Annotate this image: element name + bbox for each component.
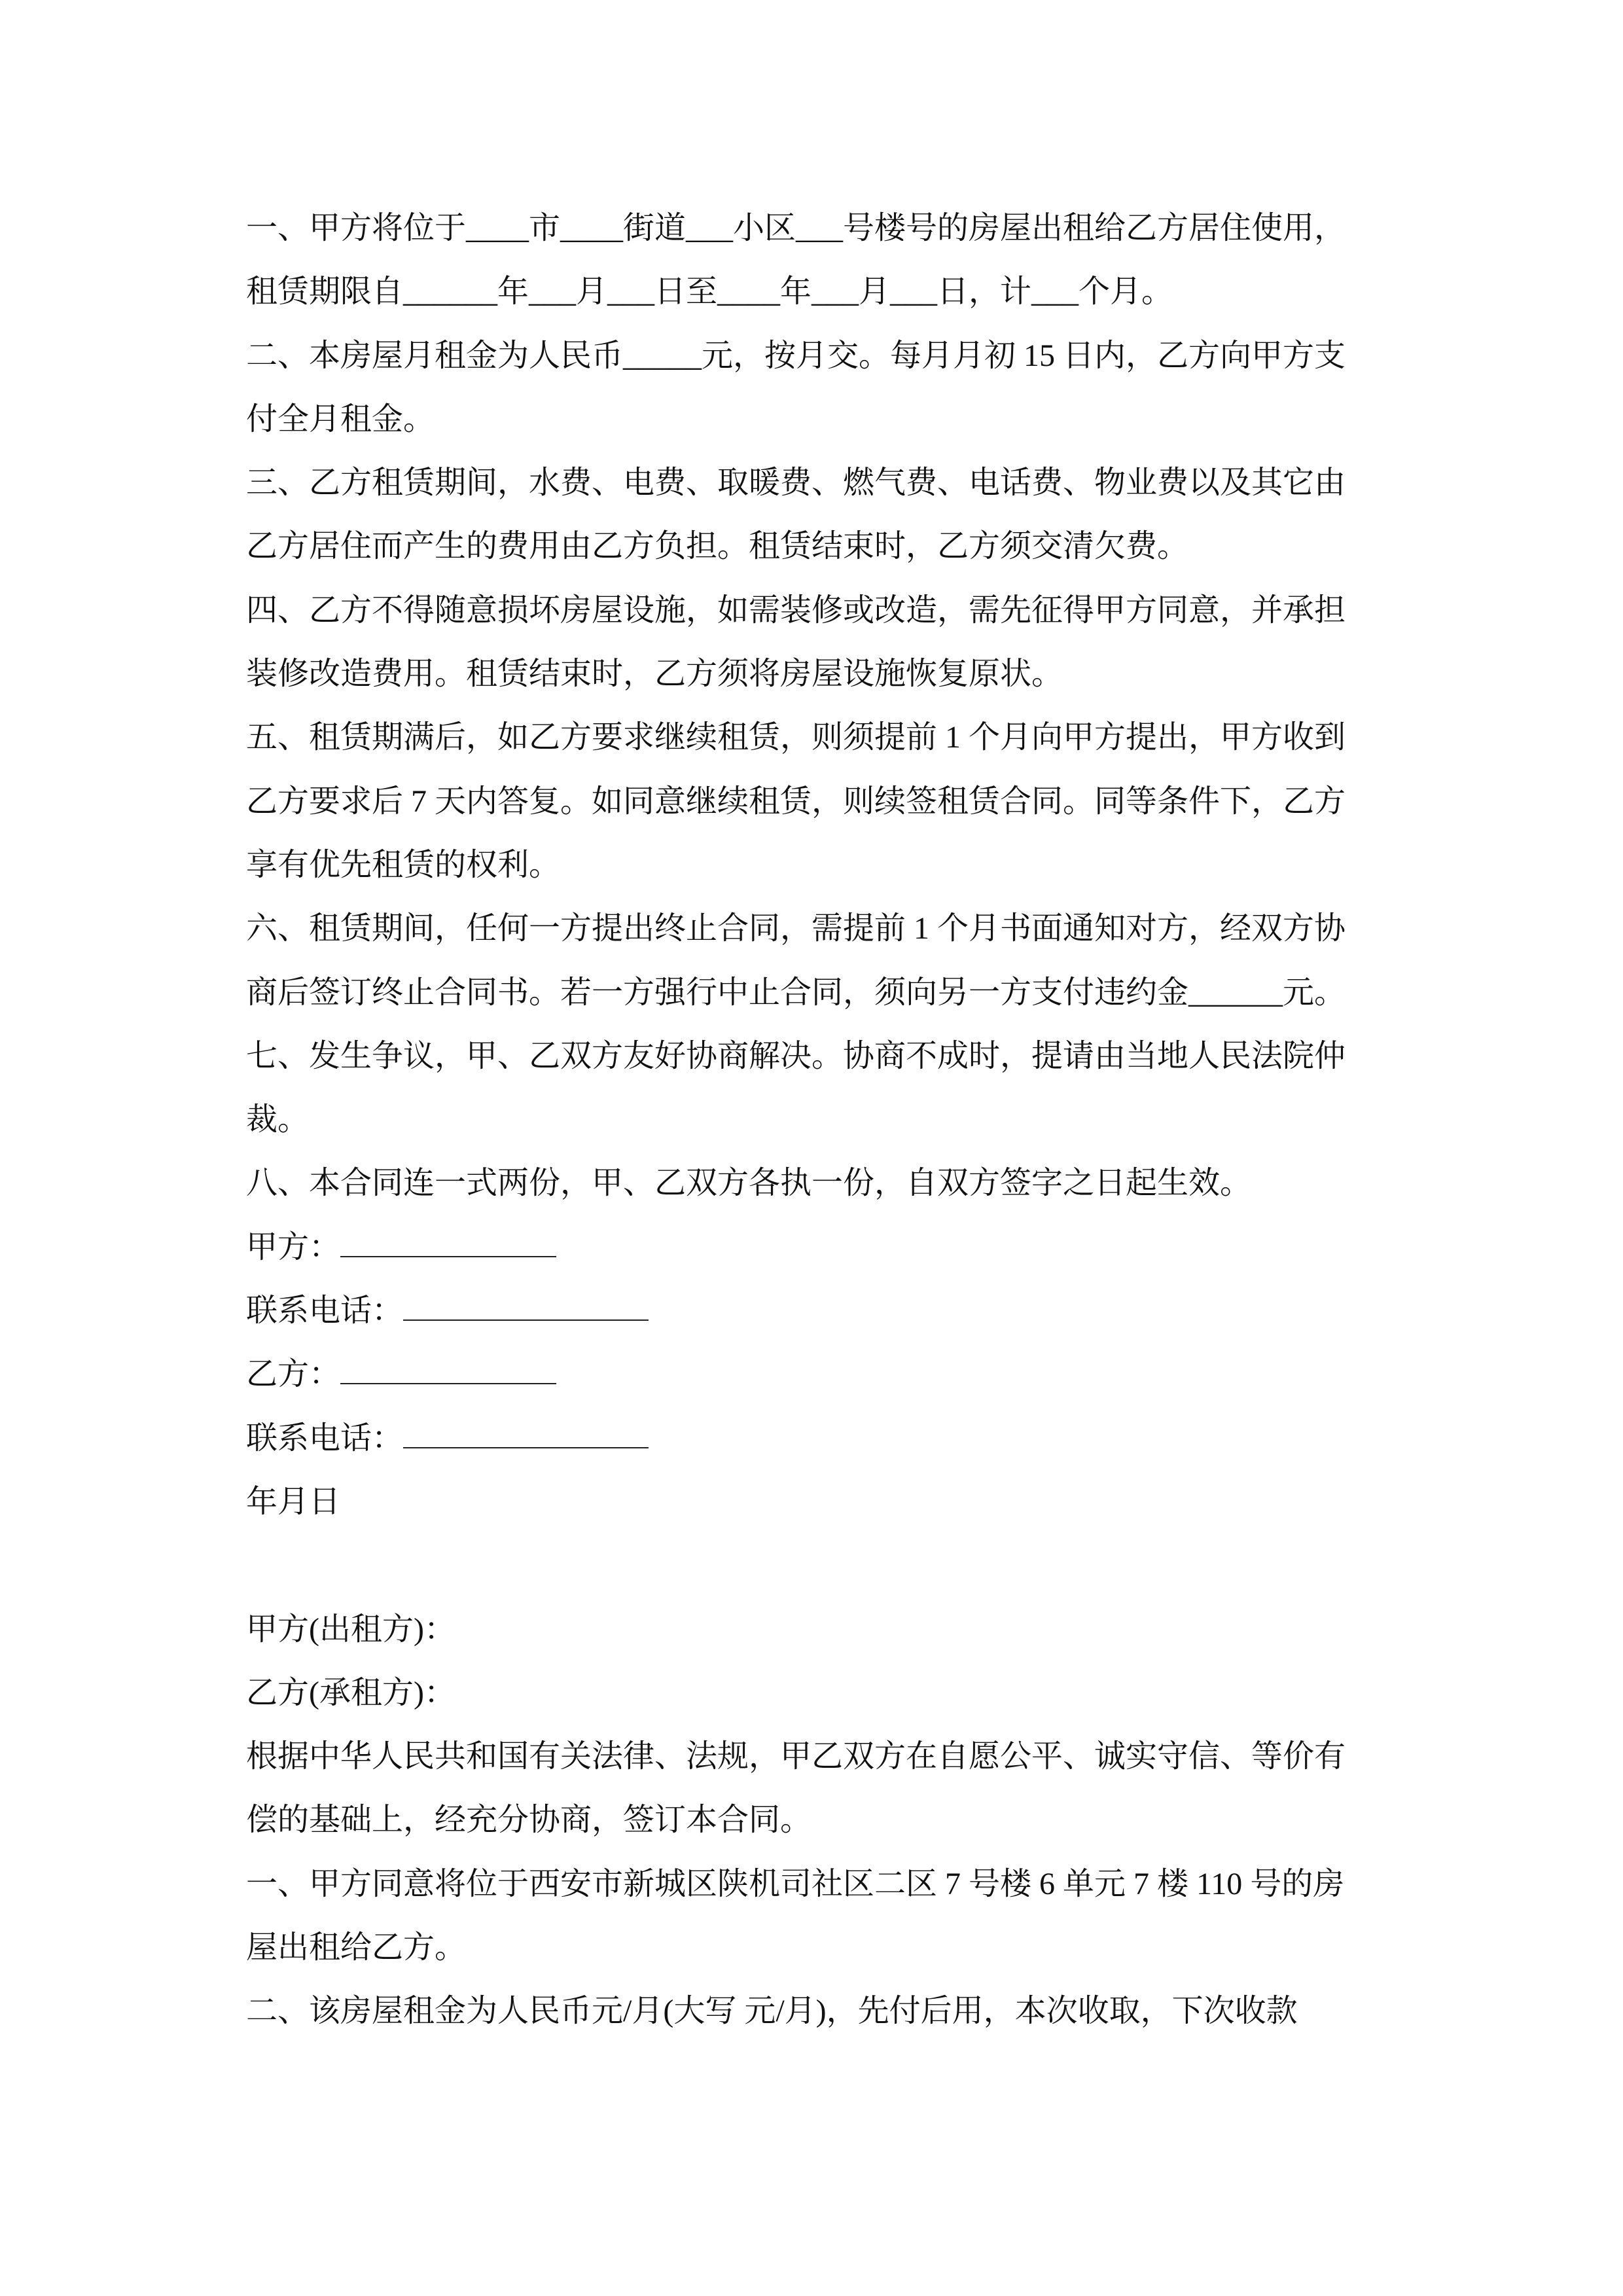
clause-7-line-1: 七、发生争议，甲、乙双方友好协商解决。协商不成时，提请由当地人民法院仲 [246, 1038, 1346, 1073]
clause-8-line-1: 八、本合同连一式两份，甲、乙双方各执一份，自双方签字之日起生效。 [246, 1166, 1252, 1201]
lessee-line: 乙方(承租方)： [246, 1675, 455, 1710]
clause-2-line-1: 二、本房屋月租金为人民币_____元，按月交。每月月初 15 日内，乙方向甲方支 [246, 338, 1346, 373]
clause-5-line-2: 乙方要求后 7 天内答复。如同意继续租赁，则续签租赁合同。同等条件下，乙方 [246, 783, 1346, 819]
clause-1-line-2: 租赁期限自______年___月___日至____年___月___日，计___个月。 [246, 274, 1173, 310]
party-b-phone-row [246, 1407, 1424, 1470]
party-a-label: 甲方： [246, 1229, 341, 1265]
clause-3-line-2: 乙方居住而产生的费用由乙方负担。租赁结束时，乙方须交清欠费。 [246, 529, 1189, 564]
clause-4-line-1: 四、乙方不得随意损坏房屋设施，如需装修或改造，需先征得甲方同意，并承担 [246, 592, 1346, 628]
date-line: 年月日 [246, 1484, 341, 1519]
preamble-line-1: 根据中华人民共和国有关法律、法规，甲乙双方在自愿公平、诚实守信、等价有 [246, 1739, 1346, 1774]
clause-3-line-1: 三、乙方租赁期间，水费、电费、取暖费、燃气费、电话费、物业费以及其它由 [246, 465, 1346, 501]
party-b-label: 乙方： [246, 1357, 341, 1392]
clause-5-line-1: 五、租赁期满后，如乙方要求继续租赁，则须提前 1 个月向甲方提出，甲方收到 [246, 720, 1346, 755]
clause-2-line-2: 付全月租金。 [246, 401, 435, 437]
section-gap [246, 1534, 1424, 1597]
party-a-phone-blank [403, 1293, 649, 1321]
party-b-blank [340, 1357, 556, 1384]
contract-page [246, 196, 1424, 2043]
clause-6-line-2: 商后签订终止合同书。若一方强行中止合同，须向另一方支付违约金______元。 [246, 975, 1346, 1010]
clause-6-line-1: 六、租赁期间，任何一方提出终止合同，需提前 1 个月书面通知对方，经双方协 [246, 911, 1346, 946]
second-clause-1-line-1: 一、甲方同意将位于西安市新城区陕机司社区二区 7 号楼 6 单元 7 楼 110 号的房 [246, 1866, 1345, 1901]
second-clause-2-line-1: 二、该房屋租金为人民币元/月(大写 元/月)，先付后用，本次收取，下次收款 [246, 1994, 1298, 2029]
preamble-line-2: 偿的基础上，经充分协商，签订本合同。 [246, 1803, 812, 1838]
party-a-phone-label: 联系电话： [246, 1293, 404, 1329]
second-clause-1-line-2: 屋出租给乙方。 [246, 1930, 467, 1965]
party-b-signature-row [246, 1342, 1424, 1406]
clause-7-line-2: 裁。 [246, 1102, 310, 1138]
party-a-blank [340, 1230, 556, 1257]
lessor-line: 甲方(出租方)： [246, 1611, 455, 1647]
party-b-phone-blank [403, 1421, 649, 1448]
clause-5-line-3: 享有优先租赁的权利。 [246, 847, 561, 882]
party-b-phone-label: 联系电话： [246, 1420, 404, 1456]
party-a-phone-row [246, 1279, 1424, 1342]
clause-1-line-1: 一、甲方将位于____市____街道___小区___号楼号的房屋出租给乙方居住使用， [246, 211, 1346, 245]
clause-4-line-2: 装修改造费用。租赁结束时，乙方须将房屋设施恢复原状。 [246, 656, 1063, 692]
party-a-signature-row [246, 1215, 1424, 1279]
